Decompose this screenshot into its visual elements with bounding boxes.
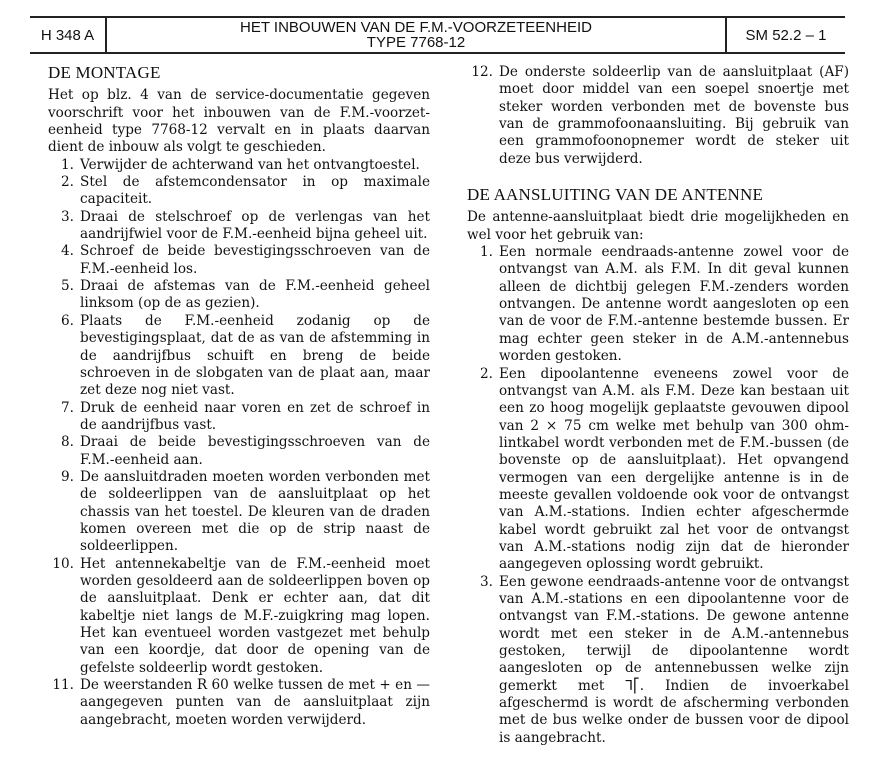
title-line-1: HET INBOUWEN VAN DE F.M.-VOORZETEENHEID bbox=[240, 19, 592, 36]
item-number: 12. bbox=[471, 64, 493, 80]
list-item bbox=[467, 366, 849, 574]
item-number: 9. bbox=[61, 468, 74, 485]
item-text: Draai de afstemas van de F.M.-eenheid geheel linksom (op de as gezien). bbox=[80, 278, 430, 312]
list-item bbox=[48, 243, 430, 278]
item-number: 8. bbox=[61, 434, 74, 451]
section-heading-antenne: DE AANSLUITING VAN DE ANTENNE bbox=[467, 185, 764, 205]
list-item bbox=[48, 469, 430, 556]
list-item bbox=[467, 64, 849, 168]
item-number: 2. bbox=[61, 174, 74, 191]
item-text: Verwijder de achterwand van het ontvangtoestel. bbox=[80, 156, 420, 173]
item-text: De weerstanden R 60 welke tussen de met + en — aangegeven punten van de aansluitplaat zijn aangebracht, moeten worden verwijderd. bbox=[80, 677, 430, 728]
list-item bbox=[48, 278, 430, 313]
list-item bbox=[48, 556, 430, 677]
header-bottom-rule bbox=[30, 52, 845, 54]
item-number: 11. bbox=[52, 677, 74, 694]
list-item bbox=[467, 574, 849, 747]
list-item bbox=[48, 400, 430, 435]
item-number: 2. bbox=[480, 365, 493, 382]
service-manual-code: SM 52.2 – 1 bbox=[745, 26, 827, 44]
document-header bbox=[30, 18, 845, 52]
item-number: 3. bbox=[61, 208, 74, 225]
item-text: Draai de stelschroef op de verlengas van het aandrijfwiel voor de F.M.-eenheid bijna geheel uit. bbox=[80, 208, 430, 243]
item-number: 6. bbox=[61, 312, 74, 329]
item-number: 1. bbox=[480, 244, 493, 261]
list-item bbox=[48, 434, 430, 469]
list-item bbox=[48, 209, 430, 244]
list-item bbox=[48, 174, 430, 209]
list-item bbox=[48, 157, 430, 174]
item-text: De aansluitdraden moeten worden verbonden met de soldeerlippen van de aansluitplaat op het chassis van het toestel. De kleuren van de draden komen overeen met die op de strip naast de soldeerlippen. bbox=[80, 468, 430, 555]
item-number: 5. bbox=[61, 278, 74, 295]
section-heading-montage: DE MONTAGE bbox=[48, 63, 161, 82]
item-text: Een gewone eendraads-antenne voor de ontvangst van A.M.-stations en een dipoolantenne voor de ontvangst van F.M.-stations. De gewone antenne wordt met een steker in de A.M.-antennebus gestoken, terwijl de dipoolantenne wordt aangesloten op de antennebussen welke zijn gemerkt met ⅂⎡. Indien de invoerkabel afgeschermd is wordt de afscherming verbonden met de bus welke onder de bussen voor de dipool is aangebracht. bbox=[499, 573, 849, 746]
item-text: Draai de beide bevestigingsschroeven van de F.M.-eenheid aan. bbox=[80, 434, 430, 468]
list-item bbox=[467, 244, 849, 365]
right-column bbox=[467, 64, 849, 747]
antenne-intro: De antenne-aansluitplaat biedt drie mogelijkheden en wel voor het gebruik van: bbox=[467, 209, 849, 243]
item-number: 7. bbox=[61, 399, 74, 416]
item-text: Stel de afstemcondensator in op maximale capaciteit. bbox=[80, 174, 430, 208]
list-item bbox=[48, 677, 430, 729]
item-number: 3. bbox=[480, 573, 493, 590]
title-line-2: TYPE 7768-12 bbox=[366, 34, 466, 51]
list-item bbox=[48, 313, 430, 400]
montage-intro: Het op blz. 4 van de service-documentatie gegeven voorschrift voor het inbouwen van de F.M.-voorzet-eenheid type 7768-12 vervalt en in plaats daarvan dient de inbouw als volgt te geschieden. bbox=[48, 87, 430, 156]
left-column bbox=[48, 64, 430, 729]
antenne-options bbox=[467, 244, 849, 747]
document-code: H 348 A bbox=[40, 26, 95, 44]
item-text: Een normale eendraads-antenne zowel voor de ontvangst van A.M. als F.M. In dit geval kunnen alleen de dichtbij gelegen F.M.-zenders worden ontvangen. De antenne wordt aangesloten op een van de voor de F.M.-antenne bestemde bussen. Er mag echter geen steker in de A.M.-antennebus worden gestoken. bbox=[499, 244, 849, 365]
item-text: Schroef de beide bevestigingsschroeven van de F.M.-eenheid los. bbox=[80, 243, 430, 277]
item-number: 4. bbox=[61, 243, 74, 260]
montage-steps-continued bbox=[467, 64, 849, 168]
item-text: Druk de eenheid naar voren en zet de schroef in de aandrijfbus vast. bbox=[80, 399, 430, 433]
montage-steps bbox=[48, 157, 430, 729]
item-text: Het antennekabeltje van de F.M.-eenheid moet worden gesoldeerd aan de soldeerlippen boven op de aansluitplaat. Denk er echter aan, dat dit kabeltje niet langs de M.F.-zuigkring mag lopen. Het kan eventueel worden vastgezet met behulp van een koordje, dat door de opening van de gefelste soldeerlip wordt gestoken. bbox=[80, 555, 430, 676]
item-text: Plaats de F.M.-eenheid zodanig op de bevestigingsplaat, dat de as van de afstemming in de aandrijfbus schuift en breng de beide schroeven in de slobgaten van de plaat aan, maar zet deze nog niet vast. bbox=[80, 312, 430, 399]
item-text: Een dipoolantenne eveneens zowel voor de ontvangst van A.M. als F.M. Deze kan bestaan uit een zo hoog mogelijk geplaatste gevouwen dipool van 2 × 75 cm welke met behulp van 300 ohm-lintkabel wordt verbonden met de F.M.-bussen (de bovenste op de aansluitplaat). Het opvangend vermogen van een dergelijke antenne is in de meeste gevallen voldoende ook voor de ontvangst van A.M.-stations. Indien echter afgeschermde kabel wordt gebruikt zal het voor de ontvangst van A.M.-stations nodig zijn dat de hieronder aangegeven oplossing wordt gebruikt. bbox=[499, 365, 849, 573]
item-number: 1. bbox=[61, 156, 74, 173]
item-number: 10. bbox=[52, 555, 74, 572]
item-text: De onderste soldeerlip van de aansluitplaat (AF) moet door middel van een soepel snoertje met steker worden verbonden met de bovenste bus van de grammofoonaansluiting. Bij gebruik van een grammofoonopnemer wordt de steker uit deze bus verwijderd. bbox=[499, 64, 849, 167]
document-title bbox=[107, 18, 725, 52]
